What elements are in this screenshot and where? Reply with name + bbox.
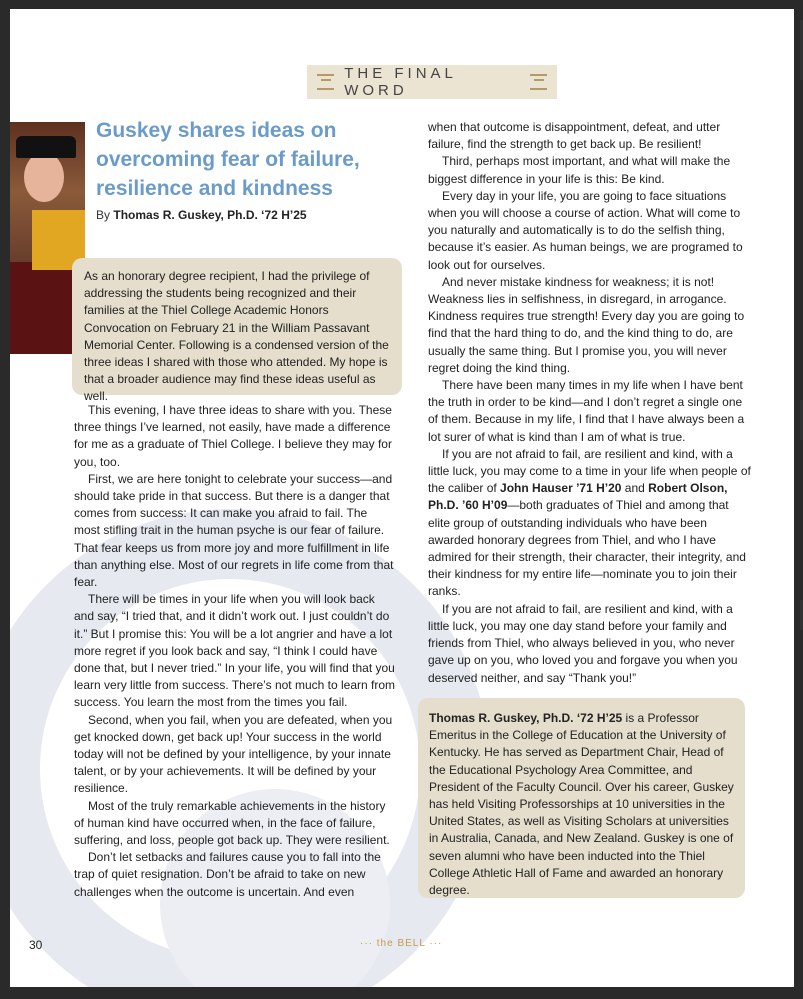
bio-name: Thomas R. Guskey, Ph.D. ‘72 H’25	[429, 711, 623, 725]
paragraph: And never mistake kindness for weakness; it is not! Weakness lies in selfishness, in disregard, in arrogance. Kindness requires true strength! Every day you are going to find that the hard thing to do, and the kind thing to do, are usually the same thing. But I promise you, you will never regret doing the kind thing.	[428, 274, 745, 375]
graduation-cap-shape	[16, 136, 76, 158]
publication-footer: ··· the BELL ···	[360, 938, 443, 949]
paragraph: Third, perhaps most important, and what will make the biggest difference in your life is this: Be kind.	[428, 154, 731, 186]
paragraph: when that outcome is disappointment, defeat, and utter failure, find the strength to get back up. Be resilient!	[428, 120, 721, 152]
right-column	[428, 119, 752, 687]
byline-author: Thomas R. Guskey, Ph.D. ‘72 H’25	[113, 208, 307, 222]
ribbon-right-icon	[530, 74, 547, 90]
paragraph: Second, when you fail, when you are defeated, when you get knocked down, get back up! Your success in the world today will not be defined by your intelligence, by your innate talent, or by your achievements. It will be defined by your resilience.	[74, 712, 393, 796]
byline-prefix: By	[96, 208, 111, 222]
left-column	[74, 402, 396, 901]
paragraph-nominees	[428, 446, 752, 601]
bio-text: is a Professor Emeritus in the College of Education at the University of Kentucky. He has served as Department Chair, Head of the Educational Psychology Area Committee, and President of the Faculty Council. Over his career, Guskey has held Visiting Professorships at 10 universities in the United States, as well as Visiting Scholars at universities in Australia, Canada, and New Zealand. Guskey is one of seven alumni who have been inducted into the Thiel College Athletic Hall of Fame and awarded an honorary degree.	[429, 711, 734, 898]
text-run: If you are not afraid to fail, are resilient and kind, with a little luck, you may come to a time in your life when people of the caliber of	[428, 446, 751, 496]
paragraph: First, we are here tonight to celebrate your success—and should take pride in that success. But there is a danger that comes from success: It can make you afraid to fail. The most stifling trait in the human psyche is our fear of failure. That fear keeps us from more joy and more fulfillment in life than anything else. Most of our regrets in life come from that fear.	[74, 471, 394, 590]
paragraph: If you are not afraid to fail, are resilient and kind, with a little luck, you may one day stand before your family and friends from Thiel, who always believed in you, who never gave up on you, who loved you and forgave you when you deserved neither, and say “Thank you!”	[428, 601, 738, 685]
nominee-name: Robert Olson, Ph.D. ’60 H’09	[428, 481, 728, 513]
byline	[96, 208, 307, 222]
intro-box: As an honorary degree recipient, I had the privilege of addressing the students being recognized and their families at the Thiel College Academic Honors Convocation on February 21 in the William Passavant Memorial Center. Following is a condensed version of the three ideas I shared with those who attended. My hope is that a broader audience may find these ideas useful as well.	[72, 258, 402, 395]
section-header	[307, 65, 557, 99]
paragraph: Don’t let setbacks and failures cause you to fall into the trap of quiet resignation. Don’t be afraid to take on new challenges when the outcome is uncertain. And even	[74, 850, 381, 899]
magazine-page	[10, 9, 794, 987]
section-header-text: THE FINAL WORD	[344, 65, 457, 99]
article-title: Guskey shares ideas on overcoming fear of failure, resilience and kindness	[96, 119, 360, 200]
text-run: —both graduates of Thiel and among that elite group of outstanding individuals who have been awarded honorary degrees from Thiel, and who I have admired for their strength, their character, their integrity, and their kindness for my entire life—nominate you to join their ranks.	[428, 498, 746, 599]
author-bio-box	[418, 698, 745, 898]
paragraph: Every day in your life, you are going to face situations when you will choose a course of action. What will come to you naturally and automatically is to do the selfish thing, because it’s easier. As human beings, we are programed to look out for ourselves.	[428, 188, 743, 272]
paragraph: There will be times in your life when you will look back and say, “I tried that, and it didn’t work out. I just couldn’t do it.” But I promise this: You will be a lot angrier and have a lot more regret if you look back and say, “I think I could have done that, but I never tried.” In your life, you will find that you learn very little from success. There’s not much to learn from success. You learn the most from the times you fail.	[74, 592, 396, 710]
paragraph: There have been many times in my life when I have bent the truth in order to be kind—and I don’t regret a single one of them. Because in my life, I find that I have always been a lot surer of what is kind than I am of what is true.	[428, 378, 745, 444]
paragraph: This evening, I have three ideas to share with you. These three things I’ve learned, not easily, have made a difference for me as a graduate of Thiel College. I believe they may for you, too.	[74, 403, 392, 469]
page-number: 30	[29, 938, 43, 952]
text-run: and	[621, 481, 649, 496]
paragraph: Most of the truly remarkable achievements in the history of human kind have occurred when, in the face of failure, suffering, and loss, people got back up. They were resilient.	[74, 798, 390, 848]
ribbon-left-icon	[317, 74, 334, 90]
nominee-name: John Hauser ’71 H’20	[500, 481, 622, 496]
face-shape	[24, 152, 64, 202]
